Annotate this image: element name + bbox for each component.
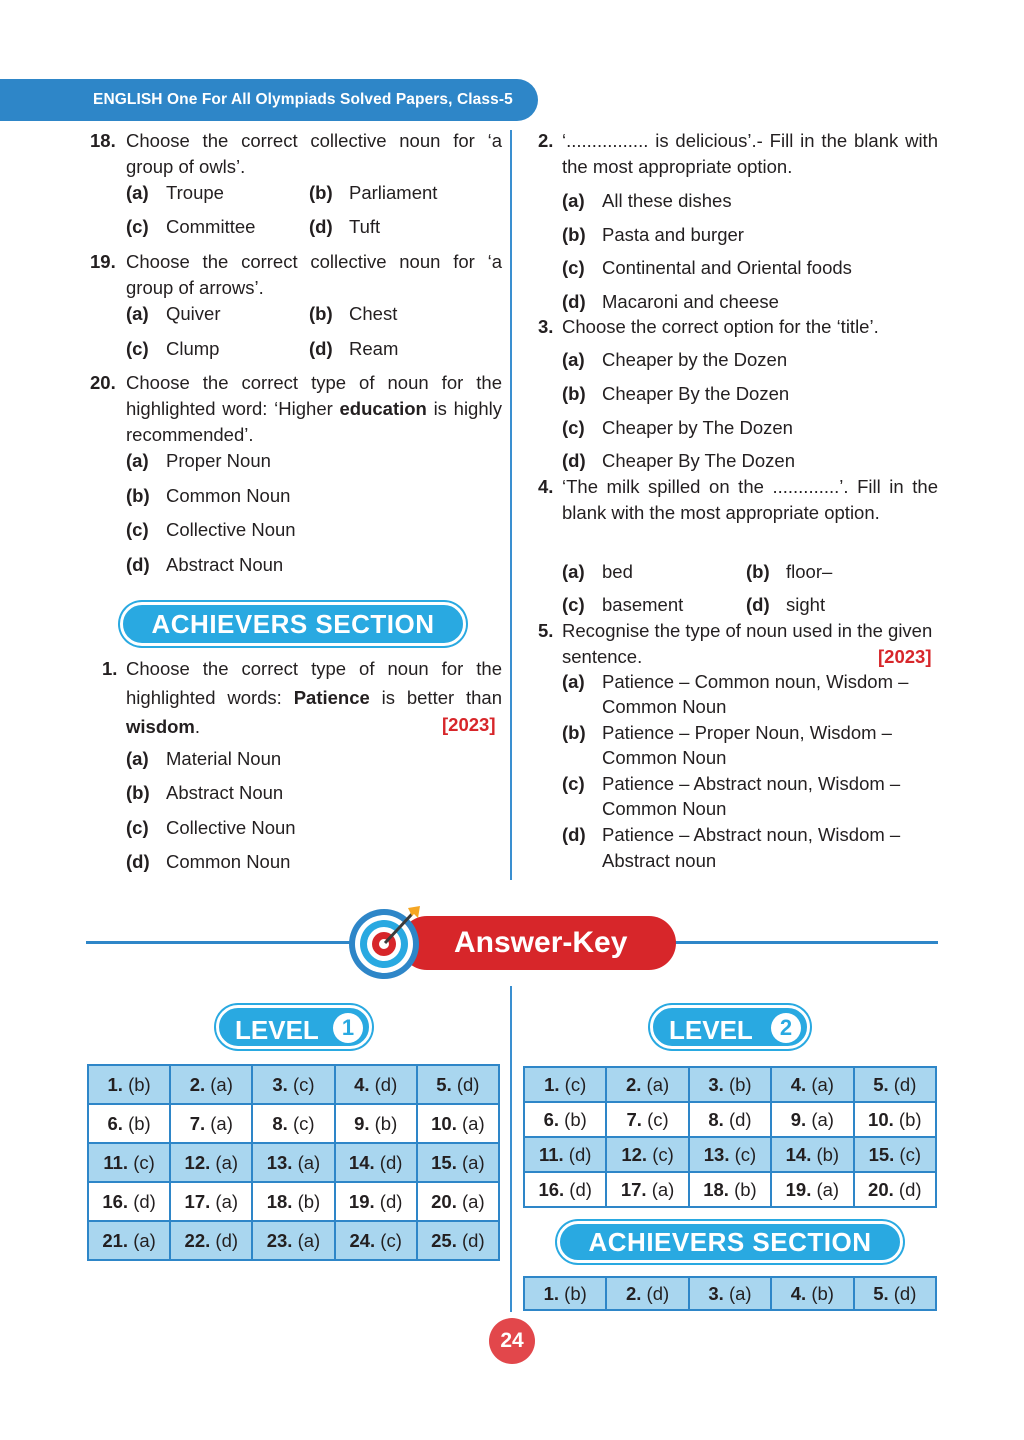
answer-cell: 11. (c) [88,1143,170,1182]
achievers-question-4 [538,474,938,526]
option: (c) Cheaper by The Dozen [562,417,793,438]
header-title: ENGLISH One For All Olympiads Solved Papers, Class-5 [93,91,513,108]
answer-cell: 5. (d) [854,1277,936,1310]
answer-cell: 18. (b) [689,1172,771,1207]
answer-cell: 15. (c) [854,1137,936,1172]
answer-cell: 4. (a) [771,1067,853,1102]
option: (d) Patience – Abstract noun, Wisdom – [562,824,901,845]
answer-cell: 14. (b) [771,1137,853,1172]
question-number: 20. [90,372,116,393]
answer-cell: 2. (a) [606,1067,688,1102]
option: (d) Abstract Noun [126,554,284,575]
answer-cell: 13. (c) [689,1137,771,1172]
option: (b) Parliament [309,182,438,203]
option: (a) Cheaper by the Dozen [562,349,788,370]
question-text: ‘The milk spilled on the .............’. Fill in the blank with the most appropriate option. [562,476,938,523]
answer-cell: 16. (d) [88,1182,170,1221]
option: (a) Patience – Common noun, Wisdom – [562,671,909,692]
option-continued: Common Noun [602,798,727,819]
level-2-heading: LEVEL 2 [650,1005,810,1049]
answer-cell: 13. (a) [252,1143,334,1182]
answer-cell: 5. (d) [417,1065,499,1104]
answer-cell: 21. (a) [88,1221,170,1260]
option: (b) Common Noun [126,485,291,506]
option: (a) All these dishes [562,190,732,211]
question-19 [90,249,502,301]
option: (a) Material Noun [126,748,282,769]
answer-cell: 7. (a) [170,1104,252,1143]
option: (d) Cheaper By The Dozen [562,450,795,471]
answer-cell: 19. (a) [771,1172,853,1207]
question-text: Choose the correct option for the ‘title’. [562,316,879,337]
answer-cell: 4. (b) [771,1277,853,1310]
achievers-question-2 [538,128,938,180]
option-continued: Common Noun [602,696,727,717]
achievers-question-3 [538,314,938,340]
column-divider [510,130,512,880]
option: (a) Quiver [126,303,221,324]
level-1-answer-table [87,1064,500,1261]
answer-cell: 23. (a) [252,1221,334,1260]
answer-cell: 7. (c) [606,1102,688,1137]
question-text: Choose the correct type of noun for the highlighted words: Patience is better than wisdom. [126,658,503,737]
achievers-section-heading: ACHIEVERS SECTION [120,602,466,646]
answer-key-rule-right [672,941,938,944]
answer-cell: 8. (d) [689,1102,771,1137]
question-text: Choose the correct type of noun for the highlighted word: ‘Higher education is highly recommended’. [126,372,502,445]
answer-cell: 6. (b) [524,1102,606,1137]
answer-row [88,1182,499,1221]
answer-cell: 10. (b) [854,1102,936,1137]
answer-cell: 12. (a) [170,1143,252,1182]
level-1-heading: LEVEL 1 [216,1005,372,1049]
option: (a) Troupe [126,182,224,203]
option: (b) Chest [309,303,398,324]
answer-cell: 14. (d) [335,1143,417,1182]
option: (c) Continental and Oriental foods [562,257,852,278]
option: (b) Patience – Proper Noun, Wisdom – [562,722,892,743]
answer-key-achievers-heading: ACHIEVERS SECTION [557,1221,903,1263]
question-number: 18. [90,130,116,151]
target-icon [348,904,424,980]
answer-row [88,1065,499,1104]
option: (d) sight [746,594,826,615]
achievers-answer-table [523,1276,937,1311]
column-divider-lower [510,986,512,1312]
answer-row [88,1104,499,1143]
answer-cell: 2. (d) [606,1277,688,1310]
level-number: 1 [333,1013,363,1043]
answer-row [88,1143,499,1182]
option-continued: Common Noun [602,747,727,768]
answer-row [524,1137,936,1172]
answer-cell: 18. (b) [252,1182,334,1221]
answer-cell: 16. (d) [524,1172,606,1207]
answer-cell: 1. (b) [524,1277,606,1310]
option: (b) Abstract Noun [126,782,284,803]
answer-cell: 15. (a) [417,1143,499,1182]
option: (c) basement [562,594,684,615]
answer-cell: 25. (d) [417,1221,499,1260]
answer-cell: 9. (a) [771,1102,853,1137]
question-number: 4. [538,476,554,497]
answer-key-rule-left [86,941,354,944]
question-number: 2. [538,130,554,151]
answer-cell: 3. (c) [252,1065,334,1104]
question-number: 3. [538,316,554,337]
question-number: 5. [538,620,554,641]
answer-cell: 19. (d) [335,1182,417,1221]
question-18 [90,128,502,180]
option: (a) bed [562,561,633,582]
answer-cell: 5. (d) [854,1067,936,1102]
option: (c) Collective Noun [126,817,296,838]
answer-cell: 17. (a) [170,1182,252,1221]
answer-cell: 24. (c) [335,1221,417,1260]
answer-cell: 6. (b) [88,1104,170,1143]
option: (b) Pasta and burger [562,224,744,245]
option: (d) Tuft [309,216,381,237]
question-text: Recognise the type of noun used in the given sentence. [562,620,933,667]
answer-row [524,1102,936,1137]
level-number: 2 [771,1013,801,1043]
option: (d) Ream [309,338,399,359]
option: (c) Patience – Abstract noun, Wisdom – [562,773,901,794]
year-tag: [2023] [442,714,496,735]
question-text: Choose the correct collective noun for ‘a group of arrows’. [126,251,502,298]
option: (c) Collective Noun [126,519,296,540]
option-continued: Abstract noun [602,850,717,871]
answer-cell: 20. (a) [417,1182,499,1221]
answer-cell: 20. (d) [854,1172,936,1207]
answer-cell: 11. (d) [524,1137,606,1172]
answer-row [524,1067,936,1102]
answer-cell: 1. (c) [524,1067,606,1102]
answer-cell: 1. (b) [88,1065,170,1104]
page-number: 24 [489,1318,535,1364]
answer-cell: 3. (a) [689,1277,771,1310]
answer-cell: 9. (b) [335,1104,417,1143]
question-number: 19. [90,251,116,272]
answer-key-banner: Answer-Key [400,916,676,970]
answer-cell: 17. (a) [606,1172,688,1207]
answer-cell: 10. (a) [417,1104,499,1143]
option: (a) Proper Noun [126,450,271,471]
option: (b) floor– [746,561,833,582]
answer-cell: 3. (b) [689,1067,771,1102]
option: (c) Clump [126,338,220,359]
level-2-answer-table [523,1066,937,1208]
question-text: Choose the correct collective noun for ‘a group of owls’. [126,130,502,177]
year-tag: [2023] [878,646,932,667]
option: (d) Macaroni and cheese [562,291,779,312]
answer-row [524,1172,936,1207]
option: (c) Committee [126,216,256,237]
answer-row [524,1277,936,1310]
answer-cell: 22. (d) [170,1221,252,1260]
answer-row [88,1221,499,1260]
question-text: ‘................ is delicious’.- Fill in the blank with the most appropriate option. [562,130,938,177]
answer-cell: 8. (c) [252,1104,334,1143]
answer-cell: 12. (c) [606,1137,688,1172]
answer-cell: 4. (d) [335,1065,417,1104]
option: (b) Cheaper By the Dozen [562,383,790,404]
answer-cell: 2. (a) [170,1065,252,1104]
question-20 [90,370,502,448]
option: (d) Common Noun [126,851,291,872]
question-number: 1. [102,658,118,679]
